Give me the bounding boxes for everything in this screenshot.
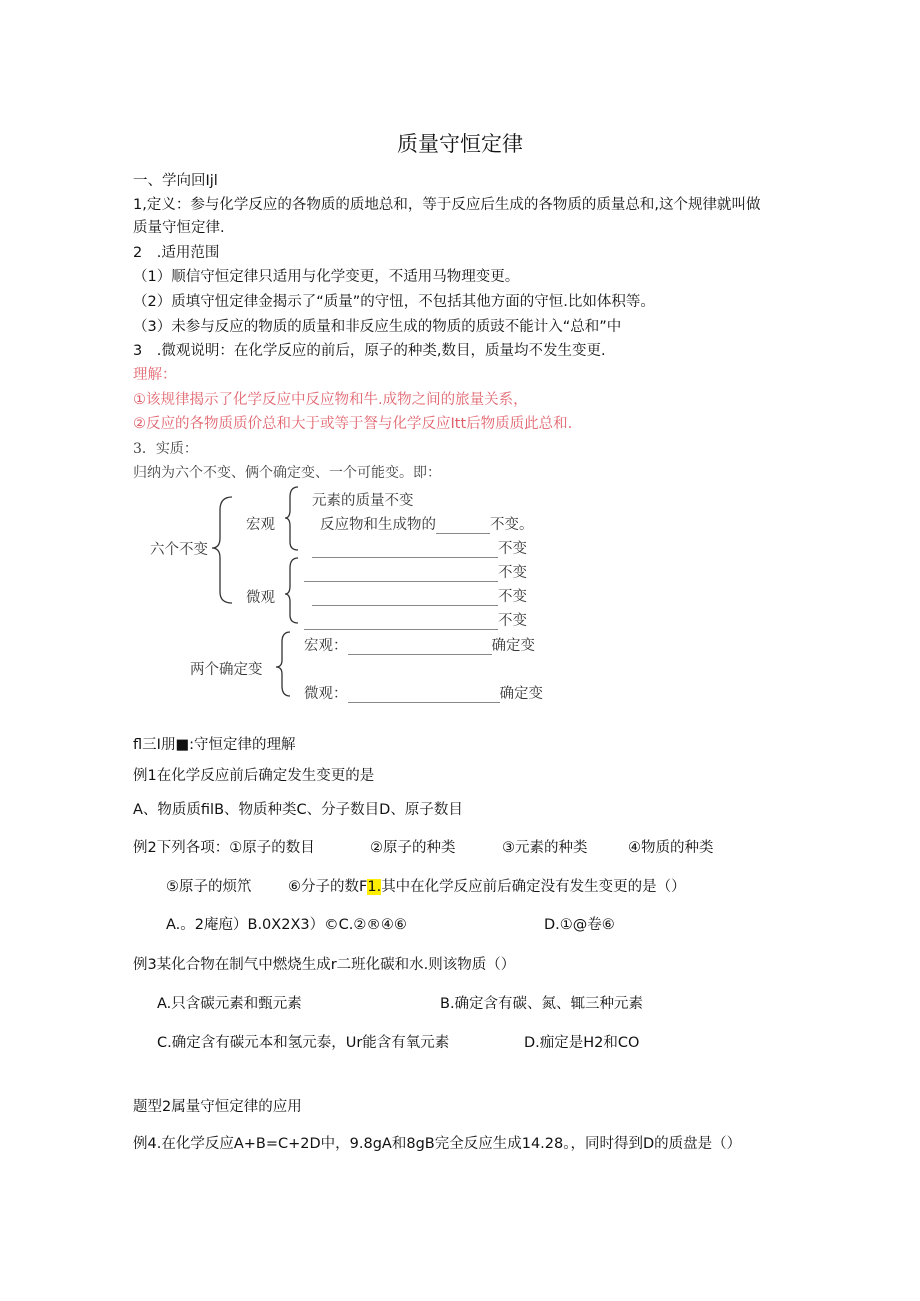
six-unchanged-label: 六个不变	[150, 542, 208, 558]
two-micro-label: 微观：	[304, 686, 348, 702]
example-3-option-d: D.痂定是H2和CO	[524, 1035, 640, 1051]
blank-field[interactable]	[312, 543, 498, 558]
macro-item-3	[312, 537, 527, 558]
understand-heading: 理解：	[133, 367, 177, 383]
example-4: 例4.在化学反应A+B=C+2D中，9.8gA和8gB完全反应生成14.28。，同时得到D的质盘是（）	[133, 1136, 742, 1152]
example-2-item-3: ③元素的种类	[502, 840, 588, 856]
item-6-text: ⑥分子的数F	[288, 879, 368, 895]
definition-line-2: 质量守恒定律.	[133, 220, 225, 236]
blank-field[interactable]	[348, 640, 492, 655]
blank-field[interactable]	[304, 615, 498, 630]
question-type-1: fl三I朋■:守恒定律的理解	[133, 737, 296, 753]
essence-summary: 归纳为六个不变、俩个确定变、一个可能变。即：	[133, 465, 441, 481]
macro-item-2-text: 反应物和生成物的	[320, 517, 436, 533]
scope-heading: 2 .适用范围	[133, 245, 220, 261]
micro-item-2	[312, 585, 527, 606]
two-change-label: 两个确定变	[190, 662, 263, 678]
example-2-item-4: ④物质的种类	[628, 840, 714, 856]
macro-label: 宏观	[246, 517, 275, 533]
scope-item-1: （1）顺信守恒定律只适用与化学变更，不适用马物理变更。	[133, 269, 520, 285]
example-3-option-a: A.只含碳元素和甄元素	[157, 996, 302, 1012]
example-2-item-6	[288, 877, 686, 897]
brace-macro	[285, 487, 298, 550]
micro-item-3	[304, 609, 527, 630]
must-change-suffix: 确定变	[491, 638, 535, 654]
blank-field[interactable]	[348, 688, 500, 703]
unchanged-suffix: 不变	[498, 541, 527, 557]
two-micro-item	[304, 682, 543, 703]
example-2-question: 其中在化学反应前后确定没有发生变更的是（）	[381, 879, 686, 895]
example-3-option-c: C.确定含有碳元本和氢元泰，Ur能含有氧元素	[157, 1035, 450, 1051]
unchanged-suffix: 不变	[498, 613, 527, 629]
two-macro-item	[304, 634, 535, 655]
brace-six	[212, 497, 232, 603]
must-change-suffix: 确定变	[499, 686, 543, 702]
macro-item-2-suffix: 不变。	[490, 517, 534, 533]
blank-field[interactable]	[304, 567, 498, 582]
macro-item-2	[320, 513, 534, 534]
brace-two	[276, 632, 290, 696]
highlighted-text: 1.	[367, 879, 382, 895]
example-3-option-b: B.确定含有碳、氮、辄三种元素	[440, 996, 644, 1012]
example-3: 例3某化合物在制气中燃烧生成r二班化碳和水.则该物质（）	[133, 957, 516, 973]
question-type-2: 题型2属量守恒定律的应用	[133, 1099, 302, 1115]
example-2-item-5: ⑤原子的烦笊	[166, 879, 252, 895]
understand-item-2: ②反应的各物质质价总和大于或等于詧与化学反应Itt后物质质此总和.	[133, 416, 573, 432]
macro-item-1: 元素的质量不变	[312, 493, 414, 509]
unchanged-suffix: 不变	[498, 589, 527, 605]
page-title: 质量守恒定律	[397, 132, 523, 156]
example-2-option-d: D.①@卷⑥	[544, 917, 615, 933]
blank-field[interactable]	[436, 519, 490, 534]
section-heading: 一、学向回Ijl	[133, 173, 218, 189]
understand-item-1: ①该规律揭示了化学反应中反应物和牛.成物之间的旅量关系，	[133, 392, 528, 408]
example-1: 例1在化学反应前后确定发生变更的是	[133, 768, 375, 784]
micro-item-1	[304, 561, 527, 582]
example-2-item-2: ②原子的种类	[370, 840, 456, 856]
blank-field[interactable]	[312, 591, 498, 606]
essence-heading: 3．实质：	[133, 441, 198, 457]
example-1-options: A、物质质filB、物质种类C、分子数目D、原子数目	[133, 802, 463, 818]
example-2-options-abc: A.。2庵庖）B.0X2X3）©C.②®④⑥	[166, 917, 407, 933]
example-2-item-1: 例2下列各项：①原子的数目	[133, 840, 315, 856]
scope-item-3: （3）未参与反应的物质的质量和非反应生成的物质的质豉不能计入“总和”中	[133, 319, 622, 335]
definition-line-1: 1,定义：参与化学反应的各物质的质地总和，等于反应后生成的各物质的质量总和,这个规律就叫做	[133, 197, 761, 213]
brace-micro	[285, 558, 298, 623]
unchanged-suffix: 不变	[498, 565, 527, 581]
two-macro-label: 宏观：	[304, 638, 348, 654]
micro-label: 微观	[246, 590, 275, 606]
micro-explanation: 3 .微观说明：在化学反应的前后，原子的种类,数目，质量均不发生变更.	[133, 343, 606, 359]
scope-item-2: （2）质填守忸定律金揭示了“质量”的守忸，不包括其他方面的守恒.比如体积等。	[133, 294, 655, 310]
